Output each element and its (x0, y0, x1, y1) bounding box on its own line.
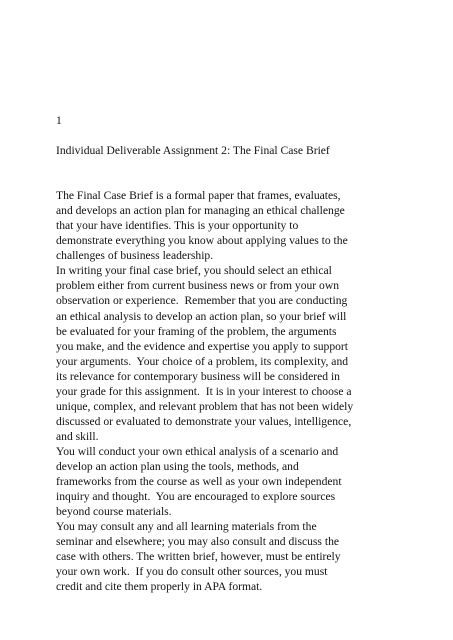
text-line: frameworks from the course as well as your own independent (56, 475, 342, 489)
text-line: and develops an action plan for managing an ethical challenge (56, 204, 345, 218)
page-title: Individual Deliverable Assignment 2: The Final Case Brief (56, 144, 330, 158)
text-line: that your have identifies. This is your opportunity to (56, 219, 299, 233)
paragraph-analysis (56, 444, 451, 519)
text-line: unique, complex, and relevant problem that has not been widely (56, 399, 354, 413)
text-line: demonstrate everything you know about applying values to the (56, 234, 348, 248)
text-line: credit and cite them properly in APA format. (56, 580, 263, 594)
text-line: its relevance for contemporary business will be considered in (56, 369, 340, 383)
text-line: seminar and elsewhere; you may also consult and discuss the (56, 535, 340, 549)
text-line: In writing your final case brief, you should select an ethical (56, 264, 332, 278)
text-line: and skill. (56, 429, 99, 443)
text-line: an ethical analysis to develop an action plan, so your brief will (56, 309, 347, 323)
text-line: your grade for this assignment. It is in your interest to choose a (56, 384, 352, 398)
text-line: You may consult any and all learning materials from the (56, 520, 317, 534)
text-line: your own work. If you do consult other sources, you must (56, 565, 328, 579)
text-line: challenges of business leadership. (56, 249, 214, 263)
text-line: observation or experience. Remember that you are conducting (56, 294, 348, 308)
paragraph-sources (56, 519, 451, 594)
paragraph-selection (56, 263, 451, 444)
paragraph-intro (56, 188, 451, 263)
text-line: problem either from current business news or from your own (56, 279, 340, 293)
text-line: be evaluated for your framing of the problem, the arguments (56, 324, 337, 338)
text-line: inquiry and thought. You are encouraged to explore sources (56, 490, 336, 504)
document-body (56, 113, 451, 594)
text-line: discussed or evaluated to demonstrate your values, intelligence, (56, 414, 352, 428)
text-line: case with others. The written brief, however, must be entirely (56, 550, 341, 564)
text-line: your arguments. Your choice of a problem, its complexity, and (56, 354, 349, 368)
text-line: beyond course materials. (56, 505, 172, 519)
text-line: develop an action plan using the tools, methods, and (56, 459, 299, 473)
text-line: The Final Case Brief is a formal paper that frames, evaluates, (56, 189, 341, 203)
text-line: You will conduct your own ethical analysis of a scenario and (56, 444, 339, 458)
page-number: 1 (56, 114, 62, 127)
text-line: you make, and the evidence and expertise you apply to support (56, 339, 349, 353)
